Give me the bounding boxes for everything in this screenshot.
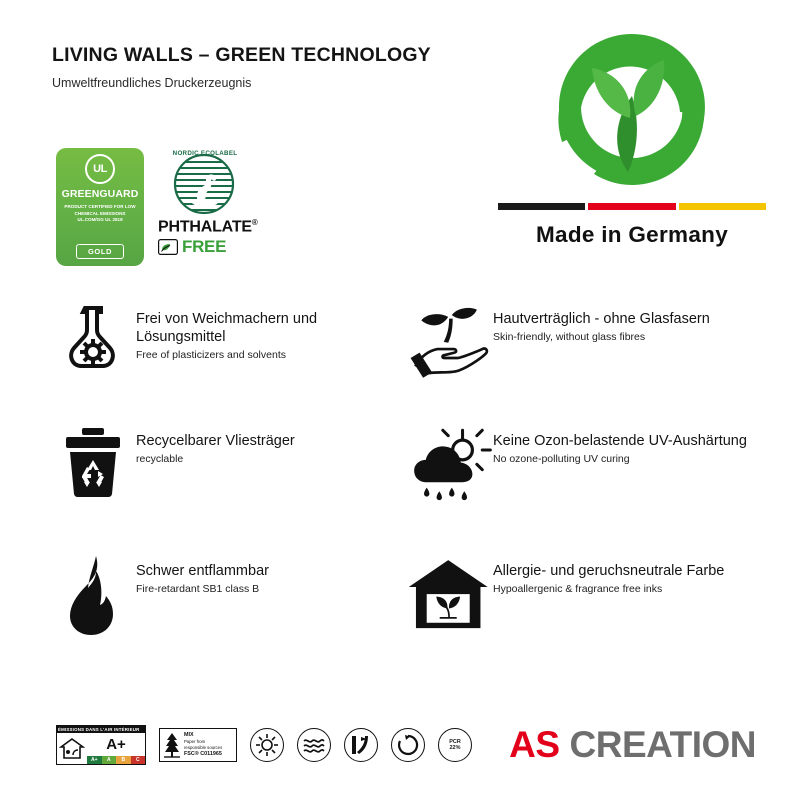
scale-b: B — [116, 756, 131, 764]
scale-a: A — [102, 756, 117, 764]
greenguard-level: GOLD — [76, 244, 124, 259]
feature-row — [50, 422, 764, 510]
page-title: LIVING WALLS – GREEN TECHNOLOGY — [52, 44, 431, 66]
brand-as: AS — [509, 724, 560, 765]
green-technology-logo — [492, 22, 772, 248]
lightfast-icon — [250, 728, 284, 762]
feature-label-en: recyclable — [136, 453, 184, 466]
indoor-air-emissions-badge — [56, 725, 146, 765]
feature-label-de: Keine Ozon-belastende UV-Aushärtung — [493, 433, 747, 449]
flask-icon — [50, 300, 136, 380]
feature-label-de: Schwer entflammbar — [136, 563, 269, 579]
scale-c: C — [131, 756, 146, 764]
swan-circle-icon — [158, 150, 250, 216]
feature-label-en: Free of plasticizers and solvents — [136, 349, 286, 362]
footer — [56, 724, 756, 766]
flag-black — [498, 203, 585, 210]
header — [52, 44, 472, 90]
pcr-line1: PCR — [449, 738, 461, 745]
greenguard-description: PRODUCT CERTIFIED FOR LOW CHEMICAL EMISSIONS UL.COM/GG UL 2818 — [64, 204, 136, 223]
leaf-check-icon — [158, 239, 178, 255]
feature-label-en: Skin-friendly, without glass fibres — [493, 331, 646, 344]
feature-item-skin-friendly — [407, 300, 764, 380]
hand-plant-icon — [407, 300, 493, 380]
feature-item-uv-curing — [407, 422, 764, 510]
feature-item-fire-retardant — [50, 552, 407, 636]
greenguard-name: GREENGUARD — [61, 188, 139, 200]
feature-label-de: Allergie- und geruchsneutrale Farbe — [493, 563, 725, 579]
pcr-icon — [438, 728, 472, 762]
emission-scale — [87, 756, 145, 764]
brand-creation: CREATION — [569, 724, 756, 765]
fsc-badge — [159, 728, 237, 762]
phthalate-free-word: FREE — [182, 237, 227, 257]
flame-icon — [50, 552, 136, 636]
phthalate-word: PHTHALATE® — [158, 218, 258, 236]
feature-list — [50, 300, 764, 678]
feature-label-de: Hautverträglich - ohne Glasfasern — [493, 311, 710, 327]
sun-cloud-rain-icon — [407, 422, 493, 510]
certification-badges — [56, 148, 258, 266]
pcr-line2: 22% — [449, 745, 461, 751]
greenguard-badge — [56, 148, 144, 266]
washable-icon — [297, 728, 331, 762]
brand-logo — [509, 724, 756, 766]
nordic-ecolabel-label: NORDIC ECOLABEL — [172, 150, 238, 157]
feature-label-en: Hypoallergenic & fragrance free inks — [493, 583, 663, 596]
feature-item-hypoallergenic — [407, 552, 764, 636]
recycle-bin-icon — [50, 422, 136, 502]
ul-mark-icon: UL — [85, 154, 115, 184]
fsc-line1: Paper from — [184, 739, 206, 745]
scale-a-plus: A+ — [87, 756, 102, 764]
feature-label-de: Recycelbarer Vliesträger — [136, 433, 295, 449]
made-in-germany-label: Made in Germany — [535, 222, 729, 247]
feature-label-en: No ozone-polluting UV curing — [493, 453, 630, 466]
feature-row — [50, 300, 764, 380]
flag-red — [588, 203, 675, 210]
fsc-text — [184, 732, 224, 757]
strippable-icon — [344, 728, 378, 762]
footer-icon-row — [56, 725, 472, 765]
nordic-ecolabel-badge — [158, 148, 258, 257]
feature-item-recyclable — [50, 422, 407, 510]
fsc-code: FSC® C011965 — [184, 750, 222, 757]
feature-item-plasticizers — [50, 300, 407, 380]
fsc-line2: responsible sources — [184, 745, 223, 750]
nordic-swan-icon — [158, 150, 250, 216]
flag-gold — [679, 203, 766, 210]
emission-grade: A+ — [106, 736, 126, 753]
german-flag-bar — [498, 203, 766, 210]
fsc-mix: MIX — [184, 732, 194, 739]
leaf-circle-logo-icon — [532, 22, 732, 192]
house-plant-icon — [407, 552, 493, 636]
recyclable-icon — [391, 728, 425, 762]
phthalate-free-badge — [158, 218, 258, 257]
feature-label-de: Frei von Weichmachern und Lösungsmittel — [136, 311, 318, 346]
page-subtitle: Umweltfreundliches Druckerzeugnis — [52, 76, 252, 91]
fsc-tree-icon — [160, 731, 184, 759]
house-emission-icon — [57, 733, 87, 764]
feature-row — [50, 552, 764, 636]
feature-label-en: Fire-retardant SB1 class B — [136, 583, 260, 596]
emissions-label: ÉMISSIONS DANS L'AIR INTÉRIEUR — [56, 725, 146, 733]
phthalate-registered: ® — [251, 218, 258, 227]
